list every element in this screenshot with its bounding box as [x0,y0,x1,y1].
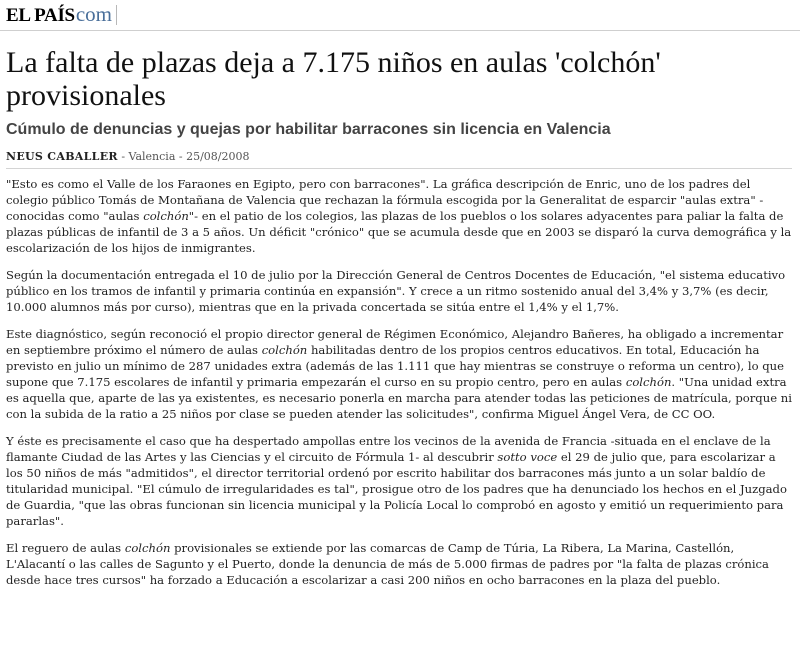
italic-term: colchón [143,209,189,223]
article-paragraph [6,433,794,529]
masthead-rule [0,30,800,31]
paragraph-text: habilitadas dentro de los propios centros educativos. En total, Educación ha previsto en julio un mínimo de 287 unidades extra (además de las 1.111 que hay mientras se construye o reforma un centro), lo que supone que 7.175 escolares de infantil y primaria empezarán el curso en su propio centro, pero en aulas [6,343,784,389]
paragraph-text: "- en el patio de los colegios, las plazas de los pueblos o los solares adyacentes para paliar la falta de plazas públicas de infantil de 3 a 5 años. Un déficit "crónico" que se acumula desde que en 2003 se disparó la curva demográfica y la escolarización de los hijos de inmigrantes. [6,209,792,255]
paragraph-text: Y éste es precisamente el caso que ha despertado ampollas entre los vecinos de la avenida de Francia -situada en el enclave de la flamante Ciudad de las Artes y las Ciencias y el circuito de Fórmula 1- al descubrir [6,434,771,464]
italic-term: colchón [124,541,171,555]
paragraph-text: provisionales se extiende por las comarcas de Camp de Túria, La Ribera, La Marina, Castellón, L'Alacantí o las calles de Sagunto y el Puerto, donde la denuncia de más de 5.000 firmas de padres por "la falta de plazas crónica desde hace tres cursos" ha forzado a Educación a escolarizar a casi 200 niños en ocho barracones en la plaza del pueblo. [6,541,769,587]
byline-author: NEUS CABALLER [6,150,118,163]
paragraph-text: "Esto es como el Valle de los Faraones en Egipto, pero con barracones". La gráfica descripción de Enric, uno de los padres del colegio público Tomás de Montañana de Valencia que rechazan la fórmula escogida por la Generalitat de esparcir "aulas extra" -conocidas como "aulas [6,177,764,223]
paragraph-text: El reguero de aulas [6,541,125,555]
article-paragraph [6,326,794,422]
masthead-logo[interactable] [6,2,117,28]
italic-term: colchón [261,343,308,357]
article-paragraph [6,176,794,256]
masthead-divider [116,5,117,25]
article-subheadline: Cúmulo de denuncias y quejas por habilitar barracones sin licencia en Valencia [6,121,611,138]
italic-term: sotto voce [497,450,558,464]
paragraph-text: el 29 de julio que, para escolarizar a los 50 niños de más "admitidos", el director territorial ordenó por escrito habilitar dos barracones más junto a un solar baldío de titularidad municipal. "El cúmulo de irregularidades es tal", prosigue otro de los padres que ha denunciado los hechos en el Juzgado de Guardia, "que las obras funcionan sin licencia municipal y la Policía Local lo comprobó en agosto y emitió un requerimiento para pararlas". [6,450,787,528]
paragraph-text: Este diagnóstico, según reconoció el propio director general de Régimen Económico, Alejandro Bañeres, ha obligado a incrementar en septiembre próximo el número de aulas [6,327,784,357]
logo-brand: EL PAÍS [6,5,75,26]
article-byline [6,150,796,163]
article-body [6,176,794,599]
byline-location-date: - Valencia - 25/08/2008 [117,150,250,163]
italic-term: colchón [625,375,672,389]
byline-rule [6,168,792,169]
paragraph-text: Según la documentación entregada el 10 de julio por la Dirección General de Centros Docentes de Educación, "el sistema educativo público en los tramos de infantil y primaria continúa en expansión". Y crece a un ritmo sostenido anual del 3,4% y 3,7% (es decir, 10.000 alumnos más por curso), mientras que en la privada concertada se sitúa entre el 1,4% y el 1,7%. [6,268,786,314]
article-headline: La falta de plazas deja a 7.175 niños en aulas 'colchón' provisionales [6,46,661,112]
paragraph-text: . "Una unidad extra es aquella que, aparte de las ya existentes, es necesario ponerla en marcha para atender todas las peticiones de matrícula, porque ni con la subida de la ratio a 25 niños por clase se pueden atender las solicitudes", confirma Miguel Ángel Vera, de CC OO. [6,375,792,421]
article-paragraph [6,267,794,315]
article-paragraph [6,540,794,588]
logo-domain: com [75,2,112,26]
